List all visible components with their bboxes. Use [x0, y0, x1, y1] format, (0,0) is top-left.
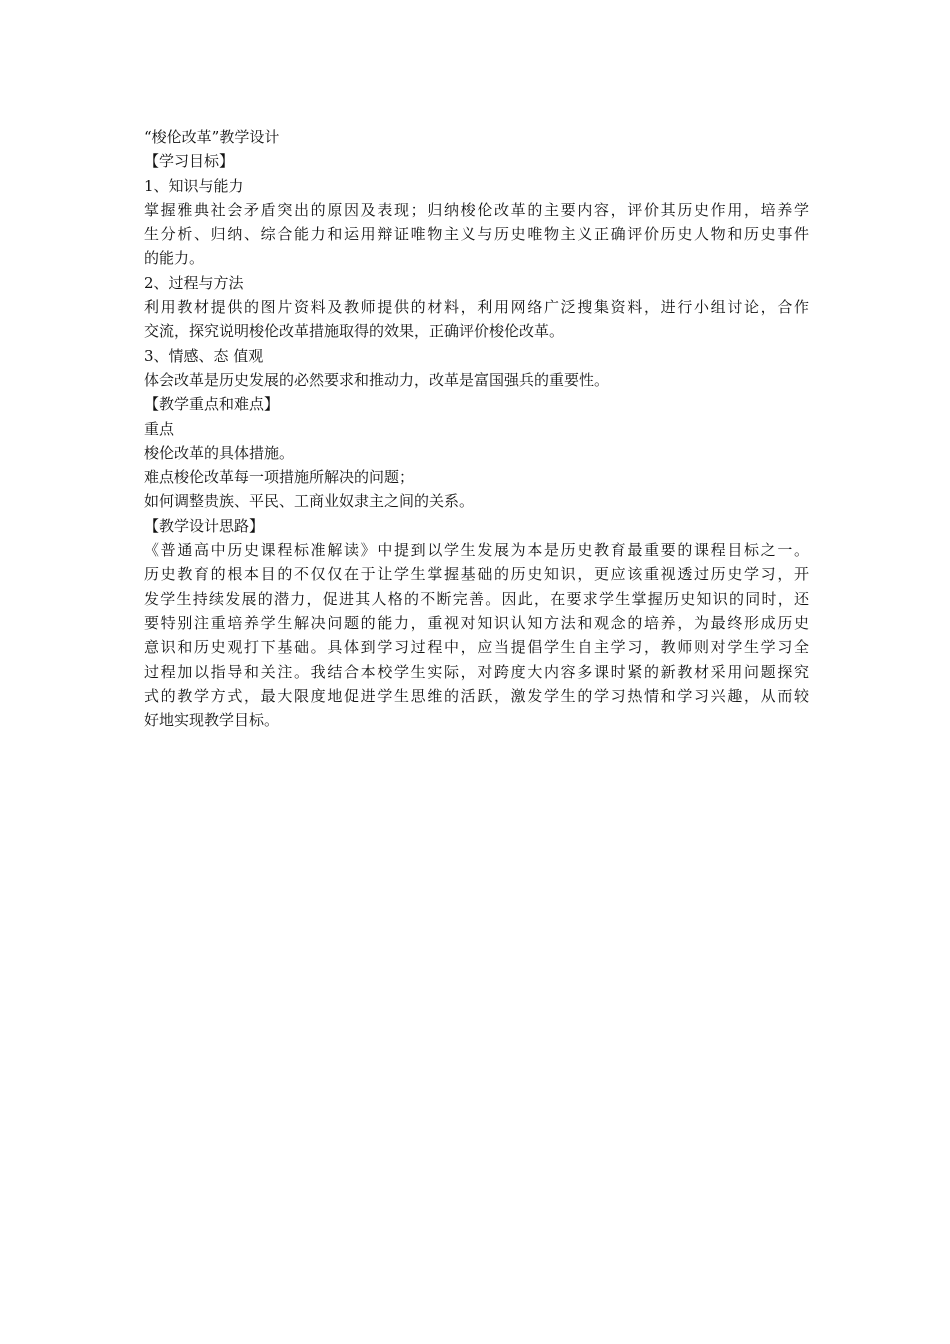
section-heading-design-idea: 【教学设计思路】 — [144, 516, 265, 535]
section-heading-key-difficulty: 【教学重点和难点】 — [144, 395, 280, 414]
paragraph-line: 交流，探究说明梭伦改革措施取得的效果，正确评价梭伦改革。 — [144, 322, 565, 341]
document-page — [144, 125, 809, 732]
paragraph-line: 历史教育的根本目的不仅仅在于让学生掌握基础的历史知识，更应该重视透过历史学习，开 — [144, 565, 809, 584]
paragraph-process-method — [144, 295, 809, 344]
document-title: “梭伦改革”教学设计 — [144, 128, 280, 146]
paragraph-line: 过程加以指导和关注。我结合本校学生实际，对跨度大内容多课时紧的新教材采用问题探究 — [144, 662, 809, 681]
subheading-process-method: 2、过程与方法 — [144, 273, 244, 292]
paragraph-design-idea — [144, 538, 809, 732]
paragraph-line: 要特别注重培养学生解决问题的能力，重视对知识认知方法和观念的培养，为最终形成历史 — [144, 613, 809, 632]
difficulty-text-2: 如何调整贵族、平民、工商业奴隶主之间的关系。 — [144, 492, 475, 511]
difficulty-text: 难点梭伦改革每一项措施所解决的问题； — [144, 468, 415, 487]
key-point-text: 梭伦改革的具体措施。 — [144, 443, 295, 462]
paragraph-line: 《普通高中历史课程标准解读》中提到以学生发展为本是历史教育最重要的课程目标之一。 — [144, 541, 809, 560]
paragraph-line: 利用教材提供的图片资料及教师提供的材料，利用网络广泛搜集资料，进行小组讨论，合作 — [144, 298, 809, 317]
paragraph-emotion-values: 体会改革是历史发展的必然要求和推动力，改革是富国强兵的重要性。 — [144, 370, 610, 389]
paragraph-line: 意识和历史观打下基础。具体到学习过程中，应当提倡学生自主学习，教师则对学生学习全 — [144, 638, 809, 657]
key-point-label: 重点 — [144, 419, 175, 438]
paragraph-line: 发学生持续发展的潜力，促进其人格的不断完善。因此，在要求学生掌握历史知识的同时，还 — [144, 589, 809, 608]
paragraph-line: 好地实现教学目标。 — [144, 711, 280, 730]
paragraph-line: 掌握雅典社会矛盾突出的原因及表现；归纳梭伦改革的主要内容，评价其历史作用，培养学 — [144, 200, 809, 219]
paragraph-line: 生分析、归纳、综合能力和运用辩证唯物主义与历史唯物主义正确评价历史人物和历史事件 — [144, 225, 809, 244]
section-heading-goals: 【学习目标】 — [144, 152, 235, 171]
subheading-emotion-values: 3、情感、态 值观 — [144, 346, 264, 365]
paragraph-knowledge-ability — [144, 198, 809, 271]
paragraph-line: 式的教学方式，最大限度地促进学生思维的活跃，激发学生的学习热情和学习兴趣，从而较 — [144, 686, 809, 705]
subheading-knowledge-ability: 1、知识与能力 — [144, 176, 244, 195]
paragraph-line: 的能力。 — [144, 249, 205, 268]
